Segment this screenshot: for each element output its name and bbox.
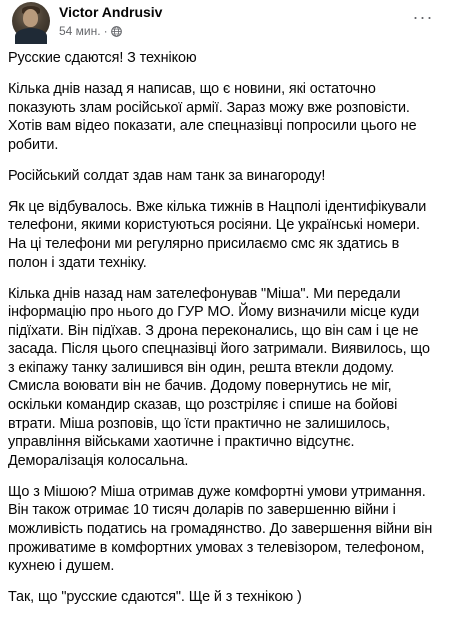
avatar-body: [15, 28, 47, 44]
post-time[interactable]: 54 мин.: [59, 24, 101, 38]
more-options-icon: ···: [412, 7, 434, 27]
post-paragraph-2: Кілька днів назад я написав, що є новини, які остаточно показують злам російської армії. Зараз можу вже розповісти. Хотів вам відео показати, але спецназівці попросили цього не робити.: [8, 80, 417, 153]
globe-icon[interactable]: [111, 26, 122, 37]
post-paragraph-1: Русские сдаются! З технікою: [8, 50, 197, 66]
post-meta: [59, 24, 122, 38]
post-header: [8, 2, 441, 42]
post-paragraph-5: Кілька днів назад нам зателефонував "Міша". Ми передали інформацію про нього до ГУР МО. Йому визначили місце куди підїхати. Він підїхав. З дрона переконались, що він сам і це не засада. Після цього спецназівці його затримали. Виявилось, що з екіпажу танку залишився він один, решта втекли додому. Смисла воювати він не бачив. Додому повернутись не міг, оскільки командир сказав, що розстріляє і спише на бойові втрати. Міша розповів, що їсти практично не залишилось, управління військами хаотичне і практично відсутнє. Деморалізація колосальна.: [8, 285, 430, 469]
author-name[interactable]: Victor Andrusiv: [59, 4, 163, 20]
meta-separator: ·: [103, 24, 108, 38]
post-paragraph-6: Що з Мішою? Міша отримав дуже комфортні умови утримання. Він також отримає 10 тисяч доларів по завершенню війни і можливість податись на громадянство. До завершення війни він проживатиме в комфортних умовах з телевізором, телефоном, кухнею і душем.: [8, 483, 433, 575]
post-paragraph-7: Так, що "русские сдаются". Ще й з технікою ): [8, 589, 302, 606]
post-paragraph-4: Як це відбувалось. Вже кілька тижнів в Нацполі ідентифікували телефони, якими користуються росіяни. Це українські номери. На ці телефони ми регулярно присилаємо смс як здатись в полон і здати техніку.: [8, 198, 427, 271]
post-paragraph-3: Російський солдат здав нам танк за винагороду!: [8, 167, 326, 184]
more-options-button[interactable]: [409, 6, 437, 34]
author-avatar[interactable]: [12, 2, 50, 40]
avatar-face: [23, 9, 38, 27]
post-content: [8, 49, 438, 619]
